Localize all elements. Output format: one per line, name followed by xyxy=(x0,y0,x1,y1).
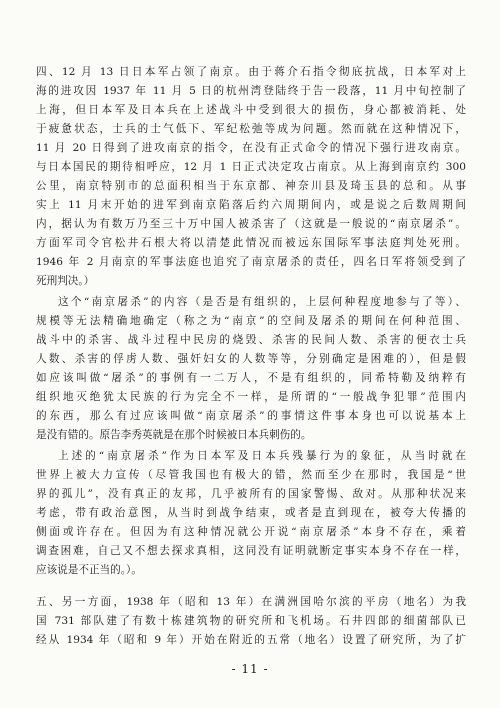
text-line: 如应该叫做“屠杀”的事例有一二万人，不是有组织的，同希特勒及纳粹有 xyxy=(36,372,466,384)
text-line: 内，据认为有数万乃至三十万中国人被杀害了（这就是一般说的“南京屠杀”。 xyxy=(36,218,466,230)
page-number: - 11 - xyxy=(231,662,269,676)
text-line: 的东西，那么有过应该叫做“南京屠杀”的事情这件事本身也可以说基本上 xyxy=(36,410,466,422)
text-line: 这个“南京屠杀”的内容（是否是有组织的，上层何种程度地参与了等）、 xyxy=(58,296,466,308)
text-line: 死刑判决。） xyxy=(36,275,95,287)
text-line: 战斗中的杀害、战斗过程中民房的烧毁、杀害的民间人数、杀害的便衣士兵 xyxy=(36,334,466,346)
text-line: 规模等无法精确地确定（称之为“南京”的空间及屠杀的期间在何种范围、 xyxy=(36,315,466,327)
text-line: 考虑，带有政治意图，从当时到战争结束，或者是直到现在，被夸大传播的 xyxy=(36,507,466,519)
text-line: 上海，但日本军及日本兵在上述战斗中受到很大的损伤，身心都被消耗、处 xyxy=(36,104,466,116)
text-line: 界的孤儿”，没有真正的友邦，几乎被所有的国家警惕、敌对。从那种状况来 xyxy=(36,488,466,500)
text-line: 国 731 部队建了有数十栋建筑物的研究所和飞机场。石井四郎的细菌部队已 xyxy=(36,615,466,627)
text-line: 世界上被大力宣传（尽管我国也有极大的错，然而至少在那时，我国是“世 xyxy=(36,469,466,481)
text-line: 五、另一方面，1938 年（昭和 13 年）在满洲国哈尔滨的平房（地名）为我 xyxy=(36,596,466,608)
text-line: 方面军司令官松井石根大将以清楚此情况而被远东国际军事法庭判处死刑。 xyxy=(36,237,466,249)
text-line: 11 月 20 日得到了进攻南京的指令，在没有正式命令的情况下强行进攻南京。 xyxy=(36,142,466,154)
text-line: 实上 11 月末开始的进军到南京陷落后约六周期间内，或是说之后数周期间 xyxy=(36,199,466,211)
text-line: 应该说是不正当的。）。 xyxy=(36,564,142,576)
text-line: 四、12 月 13 日日本军占领了南京。由于蒋介石指令彻底抗战，日本军对上 xyxy=(36,66,466,78)
text-line: 是没有错的。原告李秀英就是在那个时候被日本兵刺伤的。 xyxy=(36,429,312,441)
text-line: 侧面或许存在。但因为有这种情况就公开说“南京屠杀”本身不存在，乘着 xyxy=(36,526,466,538)
text-line: 与日本国民的期待相呼应，12 月 1 日正式决定攻占南京。从上海到南京约 300 xyxy=(36,161,466,173)
text-line: 调查困难，自己又不想去探求真相，这同没有证明就断定事实本身不存在一样， xyxy=(36,545,466,557)
text-line: 1946 年 2 月南京的军事法庭也追究了南京屠杀的责任，四名日军将领受到了 xyxy=(36,256,466,268)
text-line: 于疲惫状态，士兵的士气低下、军纪松弛等成为问题。然而就在这种情况下， xyxy=(36,123,466,135)
text-line: 公里，南京特别市的总面积相当于东京都、神奈川县及琦玉县的总和。从事 xyxy=(36,180,466,192)
text-line: 人数、杀害的俘虏人数、强奸妇女的人数等等，分别确定是困难的），但是假 xyxy=(36,353,466,365)
text-line: 经从 1934 年（昭和 9 年）开始在附近的五常（地名）设置了研究所，为了扩 xyxy=(36,634,466,646)
text-line: 海的进攻因 1937 年 11 月 5 日的杭州湾登陆终于告一段落，11 月中旬控制了 xyxy=(36,85,466,97)
text-line: 组织地灭绝犹太民族的行为完全不一样，是所谓的“一般战争犯罪”范围内 xyxy=(36,391,466,403)
text-line: 上述的“南京屠杀”作为日本军及日本兵残暴行为的象征，从当时就在 xyxy=(58,450,466,462)
